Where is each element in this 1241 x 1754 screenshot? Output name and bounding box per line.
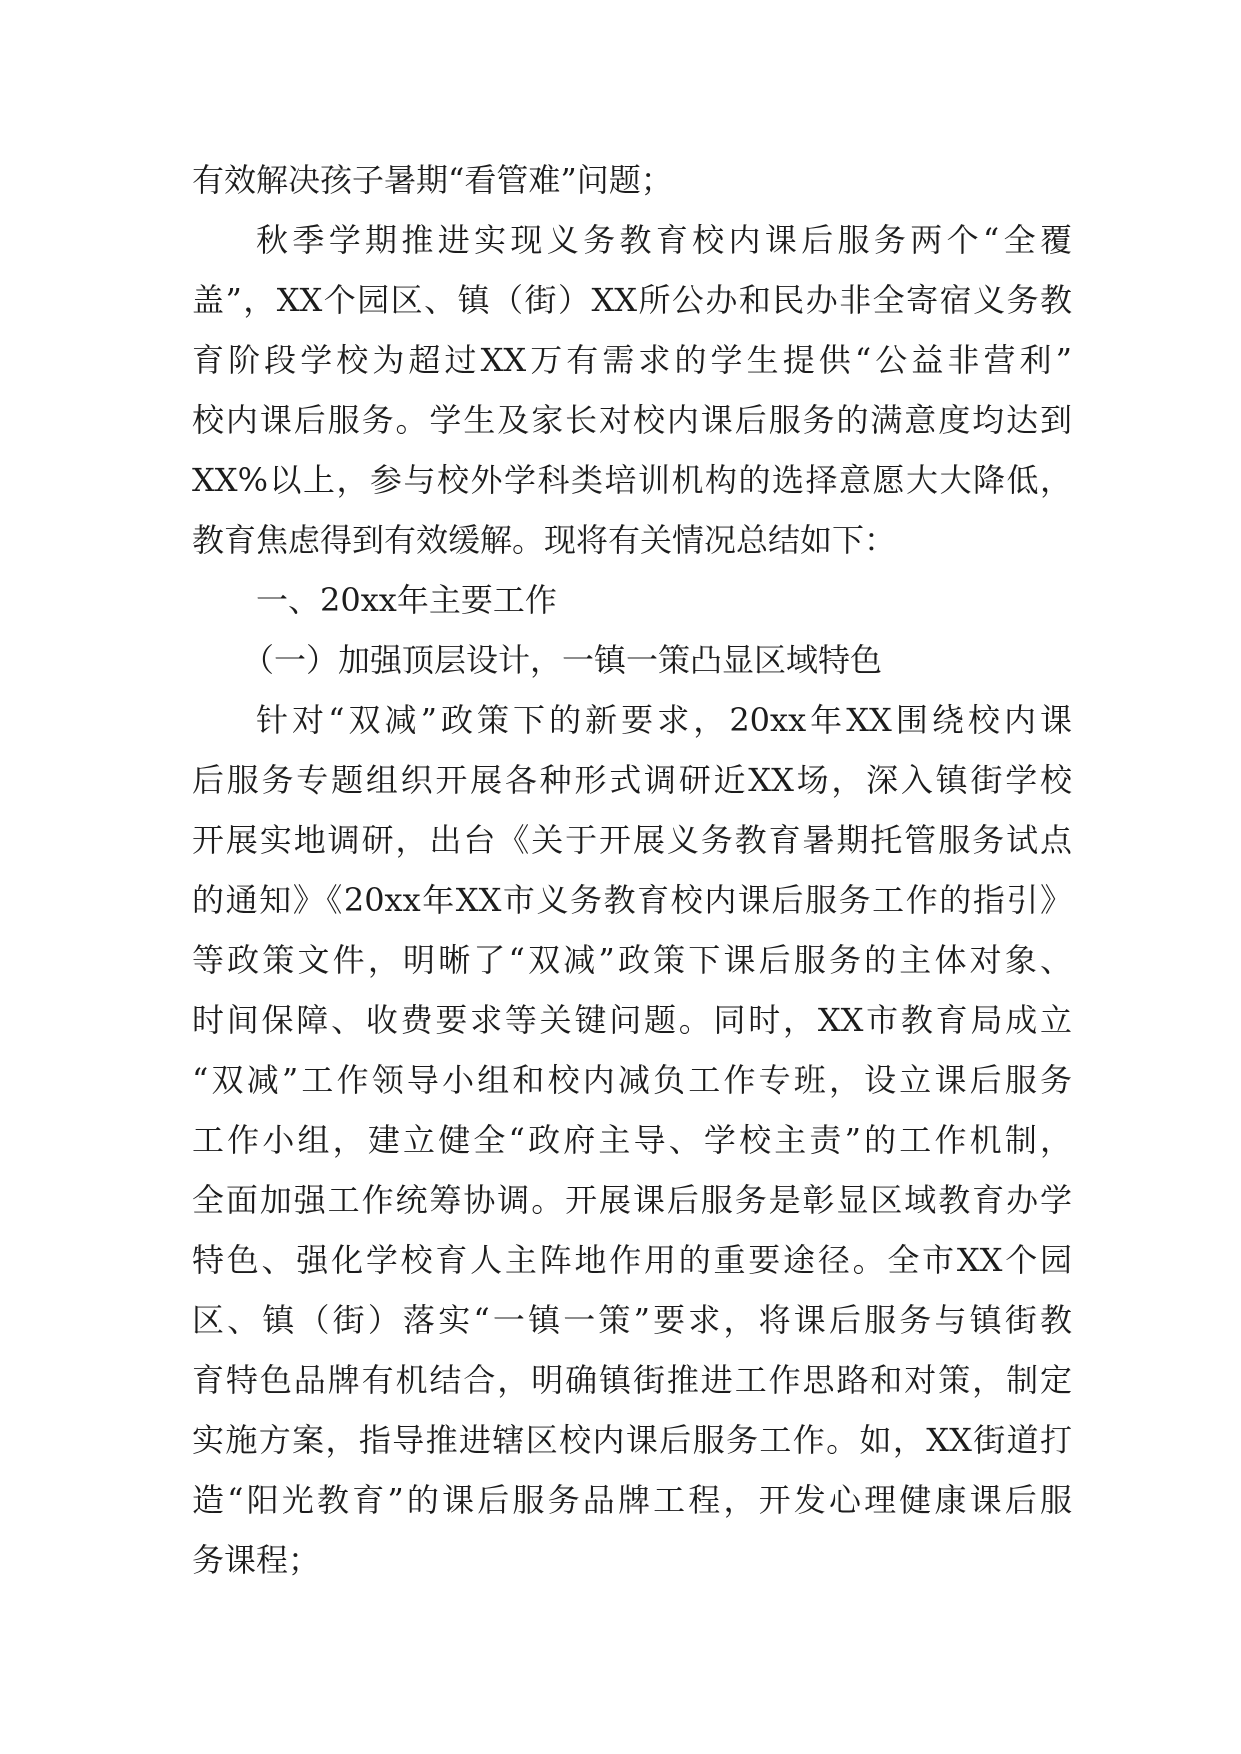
paragraph-line: 区、镇（街）落实“一镇一策”要求，将课后服务与镇街教 xyxy=(192,1301,1072,1339)
paragraph-line: 全面加强工作统筹协调。开展课后服务是彰显区域教育办学 xyxy=(192,1181,1072,1219)
paragraph-line: 务课程； xyxy=(192,1541,321,1579)
paragraph-line: 有效解决孩子暑期“看管难”问题； xyxy=(192,161,673,199)
paragraph-line: 造“阳光教育”的课后服务品牌工程，开发心理健康课后服 xyxy=(192,1481,1072,1519)
paragraph-line: 后服务专题组织开展各种形式调研近XX场，深入镇街学校 xyxy=(192,761,1072,799)
document-body xyxy=(192,150,1072,1590)
paragraph-line: 的通知》《20xx年XX市义务教育校内课后服务工作的指引》 xyxy=(192,881,1072,919)
subsection-heading: （一）加强顶层设计，一镇一策凸显区域特色 xyxy=(242,641,883,679)
paragraph-line: 育特色品牌有机结合，明确镇街推进工作思路和对策，制定 xyxy=(192,1361,1072,1399)
paragraph-line: 特色、强化学校育人主阵地作用的重要途径。全市XX个园 xyxy=(192,1241,1072,1279)
paragraph-line: 盖”，XX个园区、镇（街）XX所公办和民办非全寄宿义务教 xyxy=(192,281,1072,319)
paragraph-line: 等政策文件，明晰了“双减”政策下课后服务的主体对象、 xyxy=(192,941,1072,979)
paragraph-line: “双减”工作领导小组和校内减负工作专班，设立课后服务 xyxy=(192,1061,1072,1099)
paragraph-line: 工作小组，建立健全“政府主导、学校主责”的工作机制， xyxy=(192,1121,1072,1159)
paragraph-line: 秋季学期推进实现义务教育校内课后服务两个“全覆 xyxy=(256,221,1072,259)
paragraph-line: 教育焦虑得到有效缓解。现将有关情况总结如下： xyxy=(192,521,897,559)
paragraph-line: 实施方案，指导推进辖区校内课后服务工作。如，XX街道打 xyxy=(192,1421,1072,1459)
paragraph-line: 针对“双减”政策下的新要求，20xx年XX围绕校内课 xyxy=(256,701,1072,739)
paragraph-line: 时间保障、收费要求等关键问题。同时，XX市教育局成立 xyxy=(192,1001,1072,1039)
paragraph-line: 育阶段学校为超过XX万有需求的学生提供“公益非营利” xyxy=(192,341,1072,379)
section-heading: 一、20xx年主要工作 xyxy=(256,581,557,619)
paragraph-line: XX%以上，参与校外学科类培训机构的选择意愿大大降低， xyxy=(192,461,1072,499)
paragraph-line: 校内课后服务。学生及家长对校内课后服务的满意度均达到 xyxy=(192,401,1072,439)
paragraph-line: 开展实地调研，出台《关于开展义务教育暑期托管服务试点 xyxy=(192,821,1072,859)
